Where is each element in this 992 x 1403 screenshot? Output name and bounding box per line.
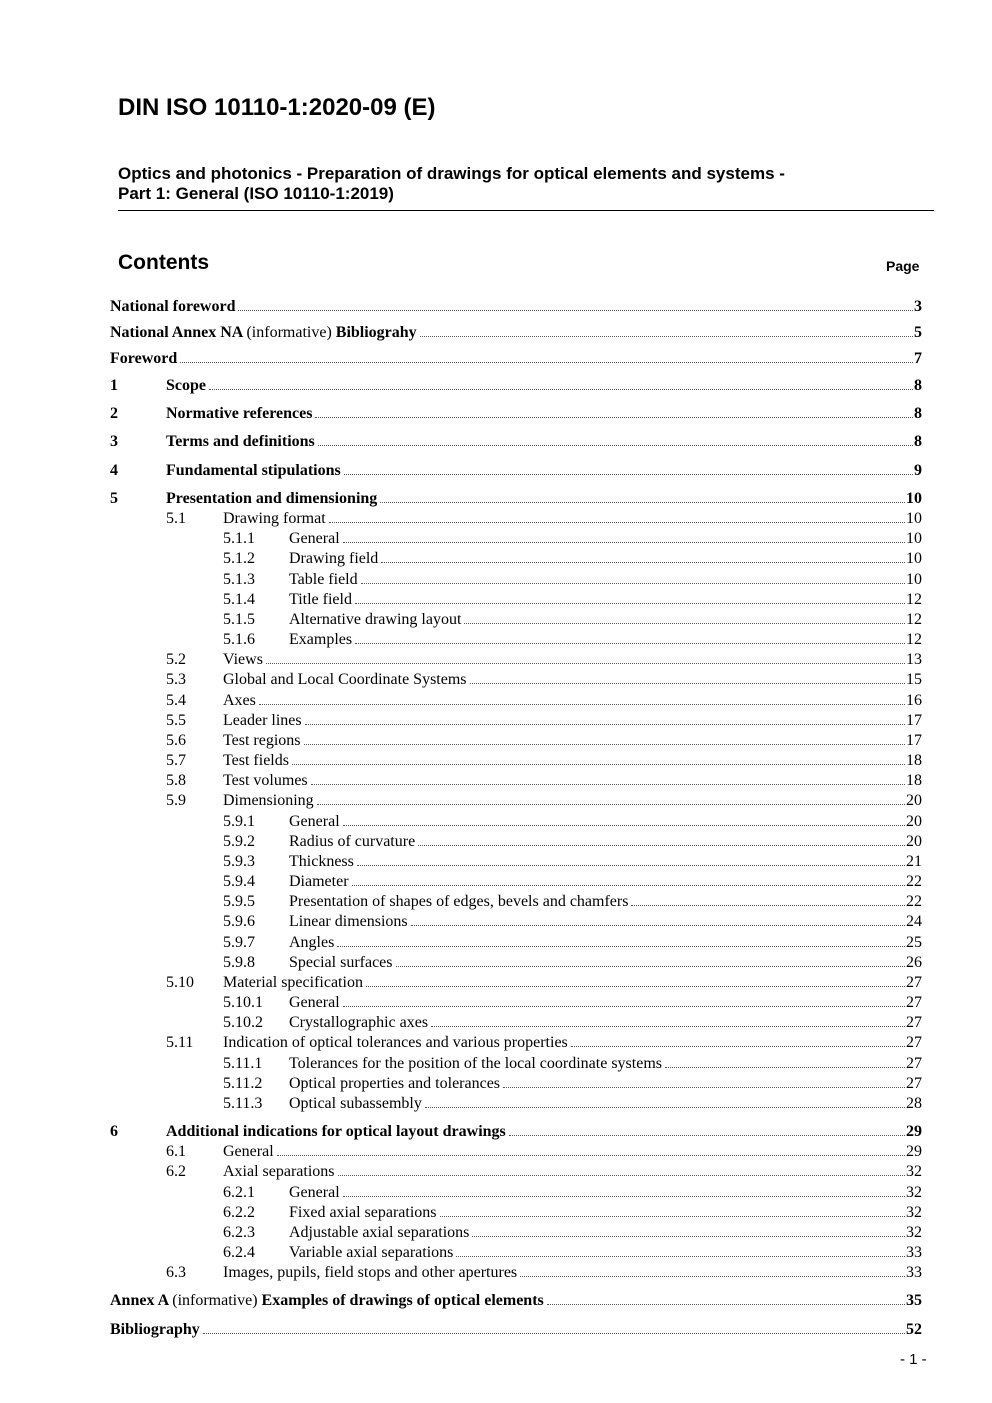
toc-dot-leader xyxy=(380,502,905,503)
toc-entry-label: Special surfaces xyxy=(289,954,393,971)
toc-entry[interactable] xyxy=(166,650,922,670)
toc-entry-label: Adjustable axial separations xyxy=(289,1224,470,1241)
toc-entry[interactable] xyxy=(223,993,922,1013)
toc-entry-label: Table field xyxy=(289,571,358,588)
toc-entry-label: National Annex NA (informative) Bibliograhy xyxy=(110,324,417,341)
toc-entry[interactable] xyxy=(223,1203,922,1223)
toc-dot-leader xyxy=(180,362,913,363)
toc-entry[interactable] xyxy=(223,832,922,852)
subtitle-line-1: Optics and photonics - Preparation of drawings for optical elements and systems - xyxy=(118,164,785,183)
toc-dot-leader xyxy=(503,1087,905,1088)
toc-entry-label: Normative references xyxy=(166,405,313,422)
toc-entry-number: 5.7 xyxy=(166,752,186,769)
toc-entry-label: Drawing field xyxy=(289,550,379,567)
toc-entry-number: 5.9.2 xyxy=(223,833,255,850)
toc-entry-number: 5.9.6 xyxy=(223,913,255,930)
toc-entry[interactable] xyxy=(223,872,922,892)
toc-dot-leader xyxy=(472,1236,905,1237)
toc-entry-page: 29 xyxy=(906,1143,922,1160)
toc-dot-leader xyxy=(366,986,905,987)
toc-entry-page: 22 xyxy=(906,873,922,890)
toc-dot-leader xyxy=(357,865,905,866)
toc-entry-number: 3 xyxy=(110,433,118,450)
toc-entry-page: 20 xyxy=(906,792,922,809)
toc-entry-label: Title field xyxy=(289,591,352,608)
toc-entry-page: 17 xyxy=(906,712,922,729)
toc-entry[interactable] xyxy=(223,630,922,650)
toc-dot-leader xyxy=(361,583,905,584)
toc-dot-leader xyxy=(343,1196,905,1197)
toc-dot-leader xyxy=(411,925,905,926)
toc-entry-label: Additional indications for optical layout drawings xyxy=(166,1123,506,1140)
toc-dot-leader xyxy=(456,1256,905,1257)
toc-entry[interactable] xyxy=(166,751,922,771)
toc-dot-leader xyxy=(418,845,905,846)
toc-entry[interactable] xyxy=(223,1013,922,1033)
toc-entry-label: Global and Local Coordinate Systems xyxy=(223,671,467,688)
toc-dot-leader xyxy=(547,1304,905,1305)
toc-entry-label: Drawing format xyxy=(223,510,326,527)
toc-entry-page: 7 xyxy=(914,350,922,367)
toc-dot-leader xyxy=(420,336,913,337)
toc-entry-number: 5.1.1 xyxy=(223,530,255,547)
toc-entry-label: General xyxy=(289,994,340,1011)
toc-entry[interactable] xyxy=(166,771,922,791)
toc-entry-page: 27 xyxy=(906,1055,922,1072)
toc-entry-number: 5.4 xyxy=(166,692,186,709)
toc-entry[interactable] xyxy=(166,711,922,731)
toc-entry-label: Radius of curvature xyxy=(289,833,416,850)
toc-entry-page: 18 xyxy=(906,772,922,789)
toc-dot-leader xyxy=(431,1026,905,1027)
toc-entry-number: 5.2 xyxy=(166,651,186,668)
toc-entry[interactable] xyxy=(223,1223,922,1243)
toc-entry-number: 6.2.4 xyxy=(223,1244,255,1261)
toc-entry-page: 27 xyxy=(906,994,922,1011)
toc-entry-number: 6 xyxy=(110,1123,118,1140)
toc-entry-label: General xyxy=(289,530,340,547)
toc-dot-leader xyxy=(277,1155,905,1156)
toc-entry[interactable] xyxy=(110,376,922,396)
toc-entry-page: 27 xyxy=(906,974,922,991)
document-title: DIN ISO 10110-1:2020-09 (E) xyxy=(118,94,436,121)
toc-entry-number: 5.1.3 xyxy=(223,571,255,588)
toc-entry-number: 5.9 xyxy=(166,792,186,809)
toc-dot-leader xyxy=(203,1333,905,1334)
toc-entry-number: 5.11.2 xyxy=(223,1075,263,1092)
toc-entry-label: Crystallographic axes xyxy=(289,1014,429,1031)
toc-entry[interactable] xyxy=(110,297,922,317)
toc-entry-number: 5.9.7 xyxy=(223,934,255,951)
toc-entry-label: Variable axial separations xyxy=(289,1244,454,1261)
toc-entry-number: 5.3 xyxy=(166,671,186,688)
toc-entry-label: Bibliography xyxy=(110,1321,200,1338)
toc-entry[interactable] xyxy=(166,1162,922,1182)
toc-entry-number: 5.9.3 xyxy=(223,853,255,870)
toc-dot-leader xyxy=(571,1046,905,1047)
toc-entry-label: Optical subassembly xyxy=(289,1095,422,1112)
toc-dot-leader xyxy=(344,474,913,475)
toc-entry-number: 5.11.3 xyxy=(223,1095,263,1112)
toc-dot-leader xyxy=(343,542,905,543)
toc-entry-label: Linear dimensions xyxy=(289,913,408,930)
toc-entry[interactable] xyxy=(110,349,922,369)
toc-entry-number: 5.9.8 xyxy=(223,954,255,971)
toc-entry-page: 12 xyxy=(906,611,922,628)
toc-dot-leader xyxy=(470,683,905,684)
toc-entry-label: Test regions xyxy=(223,732,301,749)
toc-entry[interactable] xyxy=(223,529,922,549)
toc-entry-label: Axial separations xyxy=(223,1163,335,1180)
toc-entry-page: 21 xyxy=(906,853,922,870)
toc-entry-page: 22 xyxy=(906,893,922,910)
toc-entry-page: 20 xyxy=(906,813,922,830)
toc-entry[interactable] xyxy=(223,590,922,610)
toc-entry-page: 9 xyxy=(914,462,922,479)
toc-entry[interactable] xyxy=(110,1291,922,1311)
toc-entry[interactable] xyxy=(166,1263,922,1283)
toc-entry-number: 5.8 xyxy=(166,772,186,789)
toc-dot-leader xyxy=(318,445,913,446)
toc-dot-leader xyxy=(338,1175,905,1176)
toc-entry-label: Material specification xyxy=(223,974,363,991)
toc-entry-label: Test volumes xyxy=(223,772,308,789)
toc-dot-leader xyxy=(259,704,905,705)
toc-entry-label: Presentation of shapes of edges, bevels and chamfers xyxy=(289,893,629,910)
toc-entry-label: Fundamental stipulations xyxy=(166,462,341,479)
toc-dot-leader xyxy=(520,1276,905,1277)
toc-entry-number: 6.3 xyxy=(166,1264,186,1281)
toc-entry-number: 6.2.1 xyxy=(223,1184,255,1201)
toc-dot-leader xyxy=(509,1135,905,1136)
toc-entry-label: Alternative drawing layout xyxy=(289,611,462,628)
toc-dot-leader xyxy=(343,1006,905,1007)
toc-entry-label: Scope xyxy=(166,377,206,394)
footer-page-number: - 1 - xyxy=(900,1351,927,1368)
toc-entry-page: 10 xyxy=(906,550,922,567)
toc-entry-page: 29 xyxy=(906,1123,922,1140)
toc-entry-label: Angles xyxy=(289,934,335,951)
toc-entry-label: General xyxy=(289,1184,340,1201)
contents-heading: Contents xyxy=(118,251,209,274)
toc-dot-leader xyxy=(343,825,905,826)
toc-entry-page: 25 xyxy=(906,934,922,951)
toc-entry-number: 5.1.6 xyxy=(223,631,255,648)
toc-entry[interactable] xyxy=(223,610,922,630)
toc-entry-page: 17 xyxy=(906,732,922,749)
toc-entry-page: 27 xyxy=(906,1075,922,1092)
toc-entry-label: Views xyxy=(223,651,263,668)
toc-entry-page: 15 xyxy=(906,671,922,688)
toc-entry[interactable] xyxy=(223,912,922,932)
toc-entry[interactable] xyxy=(110,1122,922,1142)
toc-dot-leader xyxy=(238,310,913,311)
toc-entry-label: Indication of optical tolerances and various properties xyxy=(223,1034,568,1051)
toc-entry-label: General xyxy=(289,813,340,830)
toc-entry-page: 13 xyxy=(906,651,922,668)
toc-entry-label: Thickness xyxy=(289,853,354,870)
toc-entry-page: 33 xyxy=(906,1244,922,1261)
toc-entry[interactable] xyxy=(110,432,922,452)
toc-entry-page: 10 xyxy=(906,510,922,527)
toc-entry-label: Diameter xyxy=(289,873,349,890)
toc-entry-number: 5.1.5 xyxy=(223,611,255,628)
toc-entry[interactable] xyxy=(223,1054,922,1074)
toc-entry-page: 32 xyxy=(906,1184,922,1201)
toc-dot-leader xyxy=(304,744,905,745)
toc-entry-page: 28 xyxy=(906,1095,922,1112)
toc-entry-label: Fixed axial separations xyxy=(289,1204,437,1221)
toc-entry-label: Optical properties and tolerances xyxy=(289,1075,501,1092)
toc-dot-leader xyxy=(464,623,905,624)
toc-entry-page: 10 xyxy=(906,530,922,547)
toc-entry-number: 5.11 xyxy=(166,1034,194,1051)
toc-entry-page: 32 xyxy=(906,1224,922,1241)
toc-dot-leader xyxy=(266,663,905,664)
toc-entry-page: 16 xyxy=(906,692,922,709)
toc-entry-page: 32 xyxy=(906,1163,922,1180)
toc-entry-page: 35 xyxy=(906,1292,922,1309)
toc-entry-number: 5.9.4 xyxy=(223,873,255,890)
toc-entry-page: 5 xyxy=(914,324,922,341)
toc-entry[interactable] xyxy=(223,852,922,872)
toc-dot-leader xyxy=(329,522,905,523)
toc-entry-number: 5.10.2 xyxy=(223,1014,263,1031)
toc-entry-label: General xyxy=(223,1143,274,1160)
page-column-label: Page xyxy=(886,258,920,274)
toc-dot-leader xyxy=(315,417,913,418)
toc-dot-leader xyxy=(209,389,913,390)
toc-dot-leader xyxy=(396,966,905,967)
toc-entry[interactable] xyxy=(166,731,922,751)
toc-entry-number: 5.9.1 xyxy=(223,813,255,830)
toc-entry-page: 12 xyxy=(906,591,922,608)
toc-entry-label: Foreword xyxy=(110,350,178,367)
toc-entry-label: Terms and definitions xyxy=(166,433,315,450)
toc-entry-number: 6.2 xyxy=(166,1163,186,1180)
toc-entry[interactable] xyxy=(223,570,922,590)
toc-dot-leader xyxy=(305,724,905,725)
toc-entry-page: 27 xyxy=(906,1014,922,1031)
toc-entry-number: 5.5 xyxy=(166,712,186,729)
toc-entry-number: 4 xyxy=(110,462,118,479)
toc-entry-number: 5.1 xyxy=(166,510,186,527)
toc-entry-number: 5.1.4 xyxy=(223,591,255,608)
toc-entry-label: Annex A (informative) Examples of drawings of optical elements xyxy=(110,1292,544,1309)
toc-entry[interactable] xyxy=(166,670,922,690)
toc-entry-page: 10 xyxy=(906,571,922,588)
toc-entry[interactable] xyxy=(110,1320,922,1340)
toc-entry-page: 8 xyxy=(914,377,922,394)
toc-entry[interactable] xyxy=(223,1094,922,1114)
toc-dot-leader xyxy=(317,804,905,805)
toc-dot-leader xyxy=(425,1107,905,1108)
toc-entry-page: 8 xyxy=(914,433,922,450)
toc-entry-label: Axes xyxy=(223,692,256,709)
toc-entry[interactable] xyxy=(166,1142,922,1162)
toc-entry[interactable] xyxy=(223,1074,922,1094)
toc-entry-number: 5.10 xyxy=(166,974,194,991)
toc-entry-number: 5 xyxy=(110,490,118,507)
toc-entry-label: Examples xyxy=(289,631,353,648)
toc-entry-page: 10 xyxy=(906,490,922,507)
toc-entry[interactable] xyxy=(166,691,922,711)
toc-entry[interactable] xyxy=(223,549,922,569)
toc-entry[interactable] xyxy=(223,953,922,973)
toc-entry-label: Dimensioning xyxy=(223,792,314,809)
toc-entry-page: 12 xyxy=(906,631,922,648)
toc-entry-page: 20 xyxy=(906,833,922,850)
toc-entry-page: 26 xyxy=(906,954,922,971)
toc-entry[interactable] xyxy=(110,461,922,481)
toc-entry-label: Test fields xyxy=(223,752,289,769)
toc-entry-number: 5.11.1 xyxy=(223,1055,263,1072)
toc-entry[interactable] xyxy=(166,973,922,993)
toc-entry-page: 27 xyxy=(906,1034,922,1051)
toc-dot-leader xyxy=(665,1067,905,1068)
toc-dot-leader xyxy=(292,764,905,765)
toc-entry-page: 8 xyxy=(914,405,922,422)
toc-entry-number: 5.9.5 xyxy=(223,893,255,910)
subtitle-line-2: Part 1: General (ISO 10110-1:2019) xyxy=(118,184,394,203)
toc-entry[interactable] xyxy=(110,489,922,509)
toc-entry[interactable] xyxy=(223,812,922,832)
toc-entry-label: Images, pupils, field stops and other apertures xyxy=(223,1264,518,1281)
toc-dot-leader xyxy=(355,643,905,644)
toc-entry-label: National foreword xyxy=(110,298,236,315)
toc-dot-leader xyxy=(352,885,905,886)
toc-entry-page: 24 xyxy=(906,913,922,930)
toc-entry-number: 5.10.1 xyxy=(223,994,263,1011)
toc-dot-leader xyxy=(440,1216,905,1217)
toc-entry-number: 6.2.2 xyxy=(223,1204,255,1221)
toc-entry-label: Tolerances for the position of the local coordinate systems xyxy=(289,1055,662,1072)
toc-entry-number: 6.2.3 xyxy=(223,1224,255,1241)
toc-entry[interactable] xyxy=(110,323,922,343)
toc-entry[interactable] xyxy=(166,509,922,529)
toc-dot-leader xyxy=(337,946,905,947)
toc-entry-number: 6.1 xyxy=(166,1143,186,1160)
toc-entry[interactable] xyxy=(110,404,922,424)
toc-entry[interactable] xyxy=(223,1243,922,1263)
toc-entry-page: 3 xyxy=(914,298,922,315)
toc-entry-number: 5.6 xyxy=(166,732,186,749)
toc-entry-number: 5.1.2 xyxy=(223,550,255,567)
toc-entry[interactable] xyxy=(166,1033,922,1053)
toc-entry-number: 2 xyxy=(110,405,118,422)
toc-dot-leader xyxy=(311,784,905,785)
toc-entry[interactable] xyxy=(223,933,922,953)
toc-entry[interactable] xyxy=(223,892,922,912)
toc-entry-page: 52 xyxy=(906,1321,922,1338)
toc-entry-number: 1 xyxy=(110,377,118,394)
toc-entry[interactable] xyxy=(166,791,922,811)
toc-dot-leader xyxy=(355,603,905,604)
toc-dot-leader xyxy=(381,562,905,563)
toc-entry-label: Presentation and dimensioning xyxy=(166,490,378,507)
toc-entry-page: 18 xyxy=(906,752,922,769)
toc-entry[interactable] xyxy=(223,1183,922,1203)
toc-entry-page: 32 xyxy=(906,1204,922,1221)
toc-entry-page: 33 xyxy=(906,1264,922,1281)
toc-entry-label: Leader lines xyxy=(223,712,302,729)
toc-dot-leader xyxy=(631,905,905,906)
